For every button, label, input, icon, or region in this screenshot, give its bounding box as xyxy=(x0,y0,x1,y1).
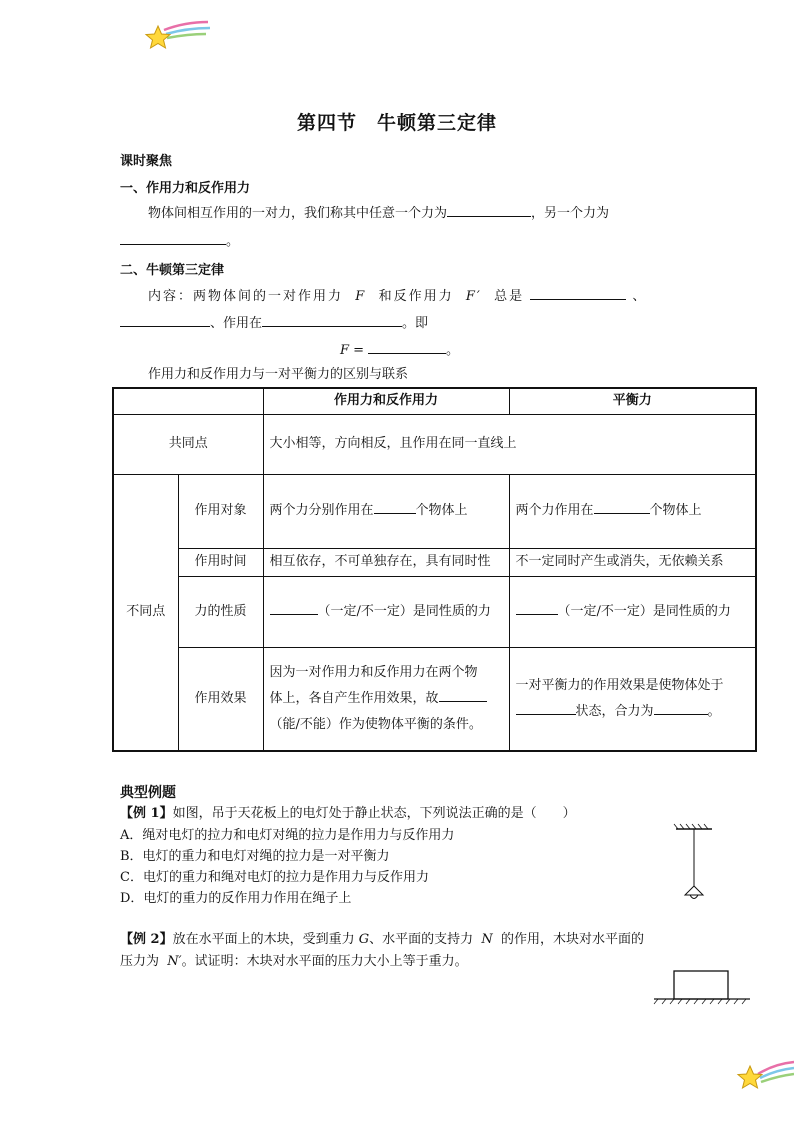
row-label-effect: 作用效果 xyxy=(178,647,263,751)
block-on-surface-figure xyxy=(652,966,752,1006)
cell-effect-action: 因为一对作用力和反作用力在两个物 体上，各自产生作用效果，故 （能/不能）作为使物体平衡的条件。 xyxy=(263,647,509,751)
common-text: 大小相等，方向相反，且作用在同一直线上 xyxy=(263,414,756,474)
header-balanced-force: 平衡力 xyxy=(509,388,756,414)
examples-heading: 典型例题 xyxy=(120,785,176,801)
paragraph-2-line-1: 内容：两物体间的一对作用力 F 和反作用力 F′ 总是 、 xyxy=(148,286,647,306)
cell-nature-balanced: （一定/不一定）是同性质的力 xyxy=(509,576,756,647)
shooting-star-icon-bottom xyxy=(732,1054,794,1098)
row-label-object: 作用对象 xyxy=(178,474,263,548)
paragraph-2-line-2: 、作用在 。即 xyxy=(120,313,428,333)
example-2-line-1: 【例 2】放在水平面上的木块，受到重力 G、水平面的支持力 N 的作用，木块对水平面的 xyxy=(120,932,645,947)
example-1-option-d: D．电灯的重力的反作用力作用在绳子上 xyxy=(120,891,352,906)
cell-nature-action: （一定/不一定）是同性质的力 xyxy=(263,576,509,647)
example-2-line-2: 压力为 N′。试证明：木块对水平面的压力大小上等于重力。 xyxy=(120,954,468,969)
example-1-option-b: B．电灯的重力和电灯对绳的拉力是一对平衡力 xyxy=(120,849,390,864)
table-row-common xyxy=(113,414,756,474)
heading-action-reaction: 一、作用力和反作用力 xyxy=(120,181,251,196)
page-title: 第四节 牛顿第三定律 xyxy=(296,112,497,134)
table-row-effect xyxy=(113,647,756,751)
cell-object-action: 两个力分别作用在 个物体上 xyxy=(263,474,509,548)
shooting-star-icon-top xyxy=(140,18,220,58)
example-1-option-c: C．电灯的重力和绳对电灯的拉力是作用力与反作用力 xyxy=(120,870,429,885)
equation-line: F = 。 xyxy=(340,340,459,360)
diff-label: 不同点 xyxy=(113,474,178,751)
example-1-question: 【例 1】如图，吊于天花板上的电灯处于静止状态，下列说法正确的是（ ） xyxy=(120,806,576,821)
table-header-row xyxy=(113,388,756,414)
table-caption: 作用力和反作用力与一对平衡力的区别与联系 xyxy=(148,367,409,382)
paragraph-1-line-1: 物体间相互作用的一对力，我们称其中任意一个力为 ，另一个力为 xyxy=(148,203,609,223)
table-row-object xyxy=(113,474,756,548)
cell-object-balanced: 两个力作用在 个物体上 xyxy=(509,474,756,548)
hanging-lamp-figure xyxy=(670,822,720,904)
row-label-nature: 力的性质 xyxy=(178,576,263,647)
row-label-time: 作用时间 xyxy=(178,548,263,576)
example-1-option-a: A．绳对电灯的拉力和电灯对绳的拉力是作用力与反作用力 xyxy=(120,828,455,843)
comparison-table xyxy=(112,387,757,752)
section-focus-heading: 课时聚焦 xyxy=(120,154,173,169)
paragraph-1-line-2: 。 xyxy=(120,231,239,251)
common-label: 共同点 xyxy=(113,414,263,474)
cell-time-action: 相互依存，不可单独存在，具有同时性 xyxy=(263,548,509,576)
cell-effect-balanced: 一对平衡力的作用效果是使物体处于 状态，合力为 。 xyxy=(509,647,756,751)
heading-third-law: 二、牛顿第三定律 xyxy=(120,263,225,278)
header-empty-cell xyxy=(113,388,263,414)
table-row-nature xyxy=(113,576,756,647)
table-row-time xyxy=(113,548,756,576)
cell-time-balanced: 不一定同时产生或消失，无依赖关系 xyxy=(509,548,756,576)
header-action-reaction: 作用力和反作用力 xyxy=(263,388,509,414)
